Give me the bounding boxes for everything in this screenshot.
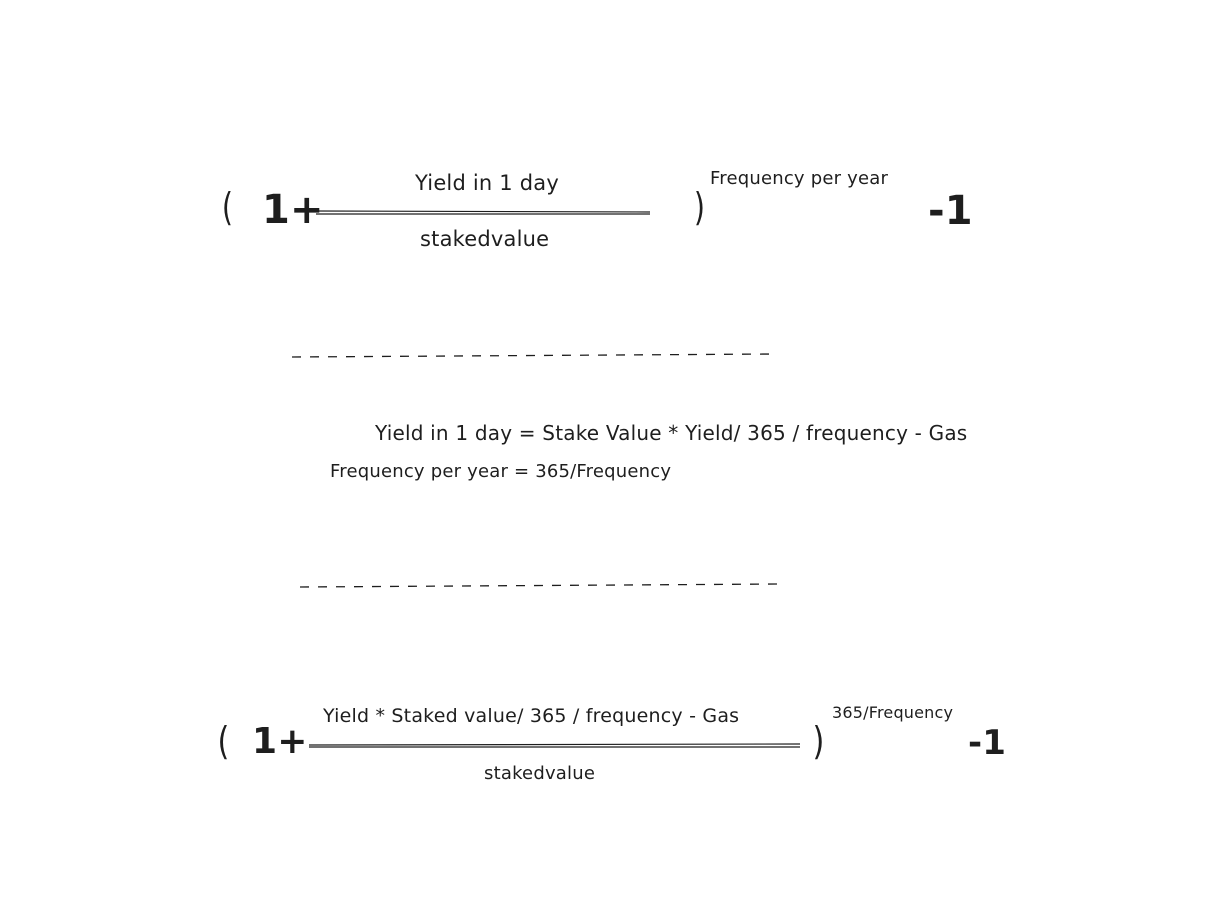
formula-1-close-paren: ) (693, 185, 706, 229)
dashed-separator-2 (300, 584, 782, 587)
formula-1-exponent: Frequency per year (710, 168, 889, 189)
definition-frequency-per-year: Frequency per year = 365/Frequency (330, 461, 672, 482)
formula-2-minus-one: -1 (968, 723, 1007, 763)
fraction-bar-2 (309, 744, 800, 747)
formula-2-denominator: stakedvalue (484, 763, 596, 784)
formula-2-exponent: 365/Frequency (832, 703, 954, 722)
formula-1-numerator: Yield in 1 day (415, 171, 559, 195)
formula-1-denominator: stakedvalue (420, 227, 550, 251)
definition-yield-in-1-day: Yield in 1 day = Stake Value * Yield/ 365 / frequency - Gas (375, 421, 968, 445)
dashed-separator-1 (292, 354, 776, 357)
formula-1-minus-one: -1 (928, 188, 973, 234)
formula-1-open-paren: ( (221, 185, 234, 229)
fraction-bar-1 (316, 211, 650, 214)
formula-2-open-paren: ( (217, 719, 230, 763)
formula-1-one-plus: 1+ (262, 187, 324, 233)
formula-2-close-paren: ) (812, 719, 825, 763)
formula-2-numerator: Yield * Staked value/ 365 / frequency - Gas (323, 705, 740, 727)
formula-2-one-plus: 1+ (252, 721, 308, 762)
